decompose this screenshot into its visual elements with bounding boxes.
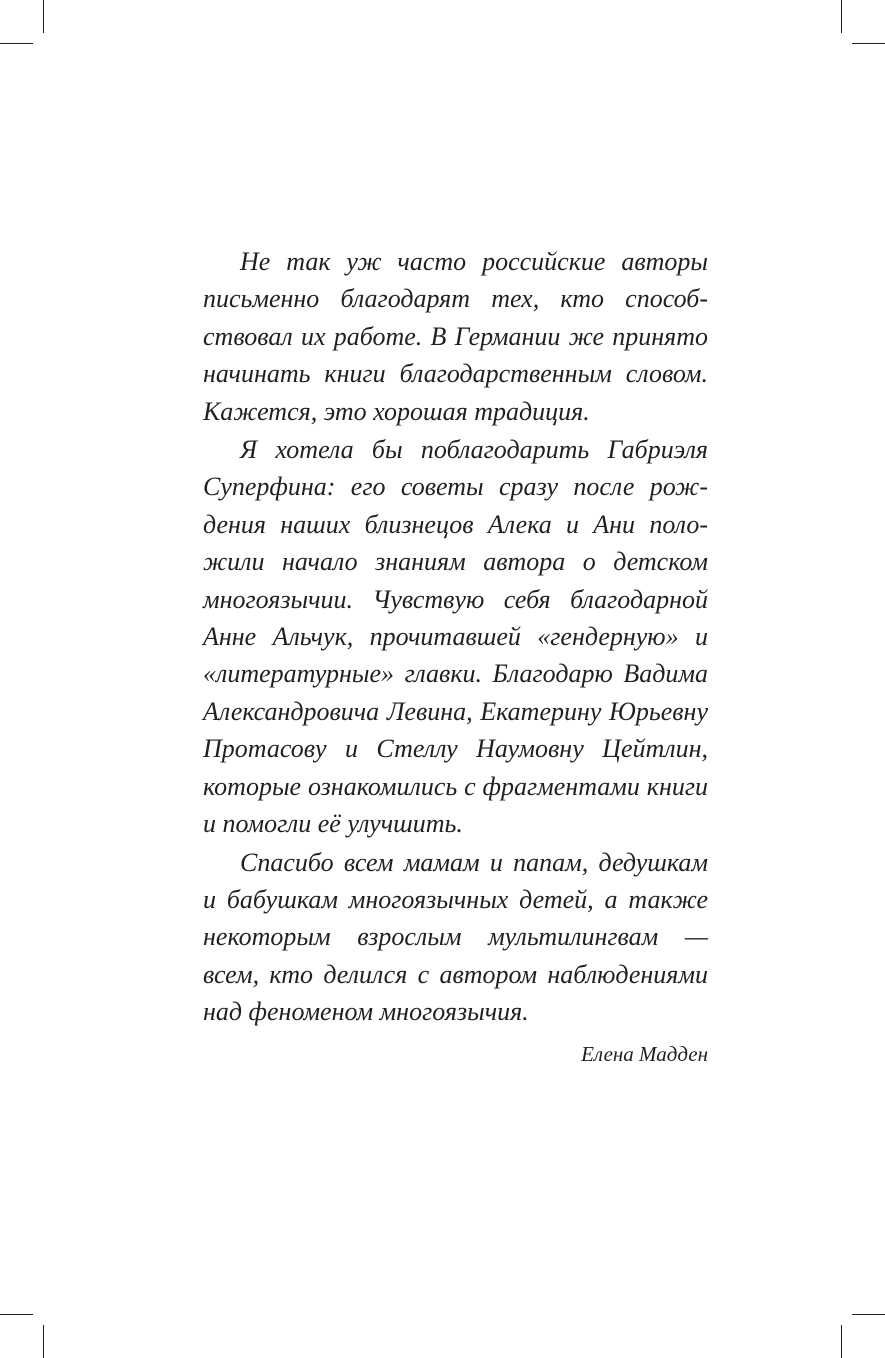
crop-mark-top-left-horizontal xyxy=(0,43,33,44)
crop-mark-top-right-vertical xyxy=(841,0,842,33)
paragraph-thanks-parents: Спасибо всем мамам и папам, дедушкам и бабушкам многоязычных детей, а также некоторым взрослым мультилингвам — всем, кто делился с автором наблюдениями над феноменом многоязычия. xyxy=(203,847,708,1027)
crop-mark-bottom-right-vertical xyxy=(841,1325,842,1358)
paragraph-intro: Не так уж часто российские авторы письменно благодарят тех, кто способствовал их работе. В Германии же принято начинать книги благодарственным словом. Кажется, это хорошая традиция. xyxy=(203,247,708,426)
acknowledgements-text xyxy=(203,243,708,1069)
author-signature: Елена Мадден xyxy=(581,1041,708,1066)
crop-mark-bottom-left-vertical xyxy=(43,1325,44,1358)
crop-mark-top-right-horizontal xyxy=(852,43,885,44)
crop-mark-top-left-vertical xyxy=(43,0,44,33)
crop-mark-bottom-right-horizontal xyxy=(852,1314,885,1315)
paragraph-thanks-people: Я хотела бы поблагодарить Габриэля Суперфина: его советы сразу после рождения наших близнецов Алека и Ани положили начало знаниям автора о детском многоязычии. Чувствую себя благодарной Анне Альчук, прочитавшей «гендерную» и «литературные» главки. Благодарю Вадима Александровича Левина, Екатерину Юрьевну Протасову и Стеллу Наумовну Цейтлин, которые ознакомились с фрагментами книги и помогли её улучшить. xyxy=(203,435,708,839)
crop-mark-bottom-left-horizontal xyxy=(0,1314,33,1315)
